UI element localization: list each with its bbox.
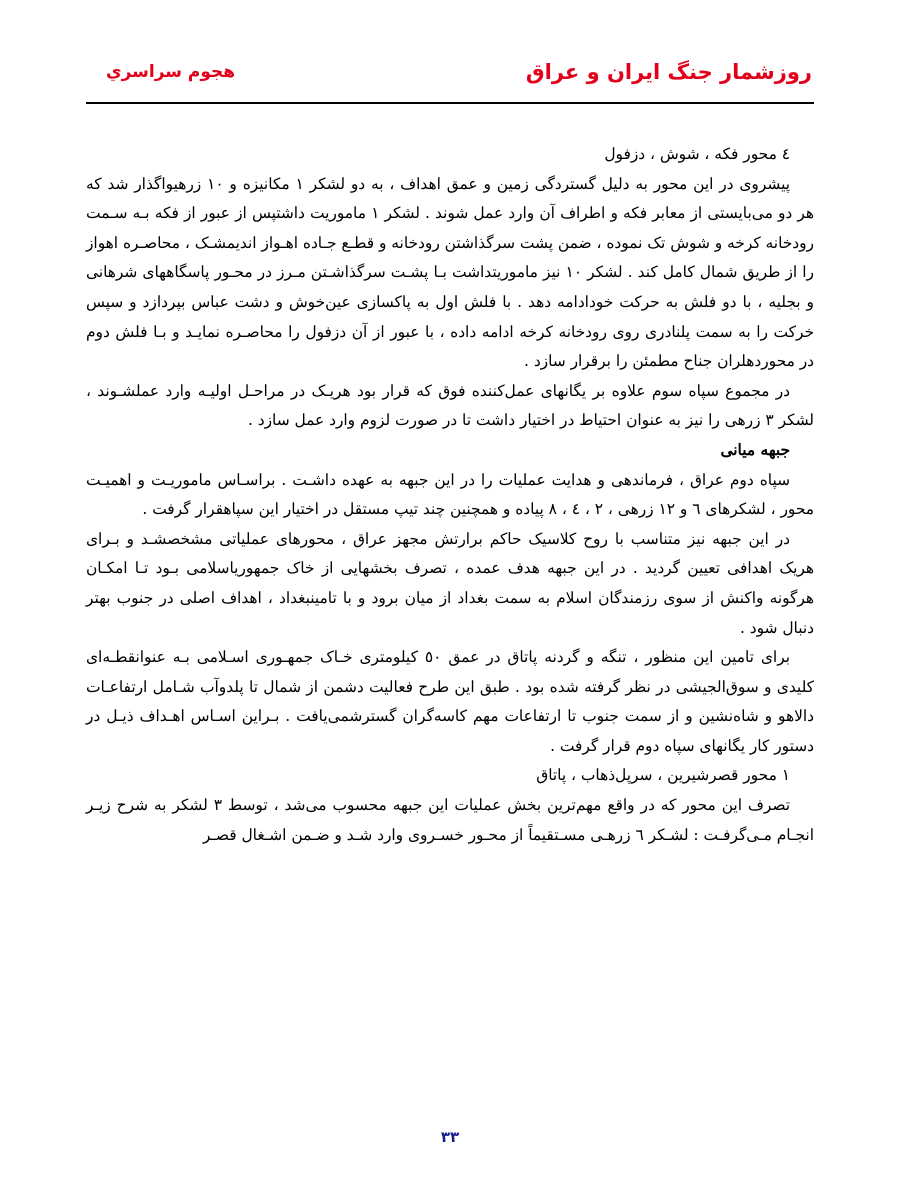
axis-4-title: ٤ محور فکه ، شوش ، دزفول xyxy=(604,145,790,163)
paragraph-4: در این جبهه نیز متناسب با روح کلاسیک حاکم برارتش مجهز عراق ، محورهای عملیاتی مشخصشـد و بـرای هریک اهدافی تعیین گردید . در این جبهه هدف عمده ، تصرف بخشهایی از خاک جمهوریاسلامی بـود تـا امکـان هرگونه واکنش از سوی رزمندگان اسلام به سمت بغداد از میان برود و با تامینبغداد ، اهداف اصلی در جنوب بهتر دنبال شود . xyxy=(86,529,814,637)
paragraph-1: پیشروی در این محور به دلیل گستردگی زمین و عمق اهداف ، به دو لشکر ١ مکانیزه و ١٠ زرهیواگذار شد که هر دو می‌بایستی از معابر فکه و اطراف آن وارد عمل شوند . لشکر ١ ماموریت داشتپس از عبور از فکه بـه سـمت رودخانه کرخه و شوش تک نموده ، ضمن پشت سرگذاشتن رودخانه و قطـع جـاده اهـواز اندیمشـک ، محاصـره اهواز را از طریق شمال کامل کند . لشکر ١٠ نیز ماموریتداشت بـا پشـت سرگذاشـتن مـرز در محـور پاسگاههای شرهانی و بجلیه ، با دو فلش به حرکت خودادامه دهد . با فلش اول به پاکسازی عین‌خوش و دشت عباس بپردازد و سپس خرکت را به سمت پلنادری روی رودخانه کرخه ادامه داده ، با عبور از آن دزفول را محاصـره نمایـد و بـا فلش دوم در محوردهلران جناح مطمئن را برقرار سازد . xyxy=(86,174,814,371)
page-header xyxy=(86,52,814,104)
paragraph-3: سپاه دوم عراق ، فرماندهی و هدایت عملیات را در این جبهه به عهده داشـت . براسـاس ماموریـت و اهمیـت محور ، لشکرهای ٦ و ١٢ زرهی ، ٢ ، ٤ ، ٨ پیاده و همچنین چند تیپ مستقل در اختیار این سپاهقرار گرفت . xyxy=(86,470,814,519)
paragraph-2: در مجموع سپاه سوم علاوه بر یگانهای عمل‌کننده فوق که قرار بود هریـک در مراحـل اولیـه وارد عملشـوند ، لشکر ٣ زرهی را نیز به عنوان احتیاط در اختیار داشت تا در صورت لزوم وارد عمل سازد . xyxy=(86,381,814,430)
paragraph-6: تصرف این محور که در واقع مهم‌ترین بخش عملیات این جبهه محسوب می‌شد ، توسط ٣ لشکر به شرح زیـر انجـام مـی‌گرفـت : لشـکر ٦ زرهـی مسـتقیماً از محـور خسـروی وارد شـد و ضـمن اشـغال قصـر xyxy=(86,796,814,844)
book-title: روزشمار جنگ ایران و عراق xyxy=(525,60,812,84)
page-number: ٣٣ xyxy=(440,1128,460,1146)
paragraph-5: برای تامین این منظور ، تنگه و گردنه پاتاق در عمق ٥٠ کیلومتری خـاک جمهـوری اسـلامی بـه عنوانقطـه‌ای کلیدی و سوق‌الجیشی در نظر گرفته شده بود . طبق این طرح فعالیت دشمن از شمال تا پلدوآب شـامل ارتفاعـات دالاهو و شاه‌نشین و از سمت جنوب تا ارتفاعات مهم کاسه‌گران گسترشمی‌یافت . بـراین اسـاس اهـداف ذیـل در دستور کار یگانهای سپاه دوم قرار گرفت . xyxy=(86,648,814,755)
axis-1-title: ١ محور قصرشیرین ، سرپل‌ذهاب ، پاتاق xyxy=(536,766,790,785)
heading-middle-front: جبهه میانی xyxy=(720,440,790,459)
page-body xyxy=(86,140,814,850)
chapter-title: هجوم سراسري xyxy=(106,62,236,82)
